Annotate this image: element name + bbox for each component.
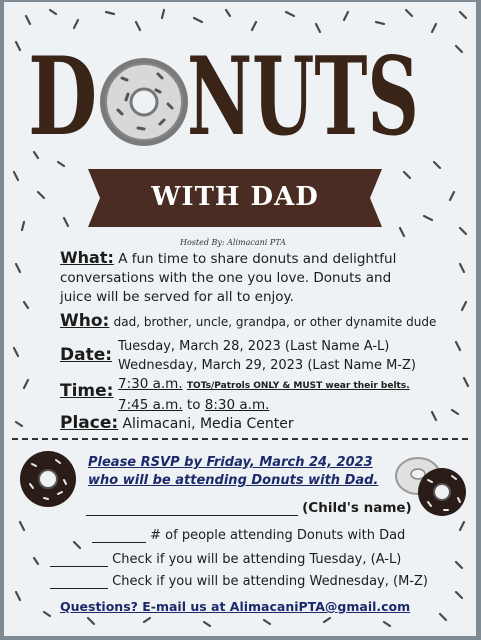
what-label: What: bbox=[60, 248, 114, 267]
people-count-field[interactable] bbox=[92, 528, 146, 543]
tuesday-checkbox[interactable] bbox=[50, 552, 108, 567]
place-label: Place: bbox=[60, 413, 119, 433]
time-note: TOTs/Patrols ONLY & MUST wear their belts. bbox=[186, 381, 410, 391]
hosted-by: Hosted By: Alimacani PTA bbox=[180, 238, 286, 247]
questions-footer: Questions? E-mail us at AlimacaniPTA@gmail.com bbox=[60, 599, 411, 614]
date-line2: Wednesday, March 29, 2023 (Last Name M-Z) bbox=[118, 358, 416, 373]
rsvp-line2: who will be attending Donuts with Dad. bbox=[88, 473, 379, 488]
place-section bbox=[60, 414, 294, 434]
tuesday-label: Check if you will be attending Tuesday, (A-L) bbox=[112, 552, 402, 567]
time-slot2-end: 8:30 a.m. bbox=[204, 397, 270, 413]
people-count-row bbox=[92, 528, 405, 543]
child-name-label: (Child's name) bbox=[302, 500, 412, 516]
cut-line-divider bbox=[12, 438, 468, 440]
wednesday-label: Check if you will be attending Wednesday, (M-Z) bbox=[112, 574, 428, 589]
date-line1: Tuesday, March 28, 2023 (Last Name A-L) bbox=[118, 339, 390, 354]
title-rest: NUTS bbox=[187, 34, 419, 160]
time-to: to bbox=[186, 397, 201, 413]
time-section bbox=[118, 375, 476, 415]
people-count-label: # of people attending Donuts with Dad bbox=[150, 528, 406, 543]
place-text: Alimacani, Media Center bbox=[122, 416, 294, 432]
date-label: Date: bbox=[60, 345, 113, 365]
what-line2: conversations with the one you love. Donuts and bbox=[60, 270, 392, 286]
chocolate-donut-icon bbox=[18, 448, 78, 510]
rsvp-heading bbox=[88, 454, 408, 490]
time-slot1: 7:30 a.m. bbox=[118, 376, 183, 392]
who-text: dad, brother, uncle, grandpa, or other dynamite dude bbox=[113, 315, 437, 329]
flyer-page bbox=[4, 2, 476, 636]
tuesday-row bbox=[50, 552, 401, 567]
wednesday-checkbox[interactable] bbox=[50, 574, 108, 589]
rsvp-line1: Please RSVP by Friday, March 24, 2023 bbox=[88, 455, 373, 470]
date-label-wrap bbox=[60, 346, 112, 366]
banner-text: WITH DAD bbox=[151, 182, 319, 212]
what-section bbox=[60, 248, 470, 307]
title bbox=[22, 34, 462, 160]
date-section bbox=[118, 337, 468, 375]
who-section bbox=[60, 312, 476, 332]
title-letter-d: D bbox=[28, 34, 98, 160]
time-label-wrap bbox=[60, 382, 113, 402]
time-label: Time: bbox=[60, 381, 114, 401]
child-name-field[interactable] bbox=[86, 501, 298, 516]
donut-o-icon bbox=[98, 54, 190, 150]
what-line1: A fun time to share donuts and delightful bbox=[118, 251, 397, 267]
wednesday-row bbox=[50, 574, 428, 589]
time-slot2-start: 7:45 a.m. bbox=[118, 397, 183, 413]
child-name-row bbox=[86, 500, 412, 516]
who-label: Who: bbox=[60, 311, 110, 331]
what-line3: juice will be served for all to enjoy. bbox=[60, 289, 294, 305]
